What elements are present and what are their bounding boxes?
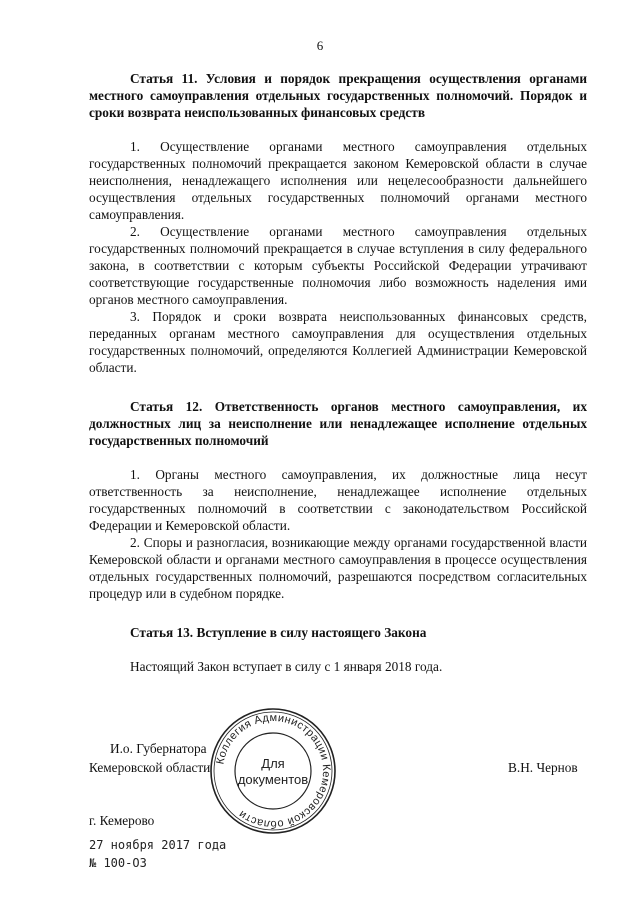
document-body <box>89 70 587 697</box>
signatory-position: И.о. Губернатора <box>110 741 207 756</box>
article-11 <box>89 70 587 376</box>
stamp-ring-text: Коллегия Администрации Кемеровской области <box>214 711 333 831</box>
article-12 <box>89 398 587 602</box>
article-paragraph: 2. Осуществление органами местного самоуправления отдельных государственных полномочий прекращается в случае вступления в силу федерального закона, в соответствии с которым субъекты Российской Федерации утрачивают соответствующие государственные полномочия либо возможность наделения ими органов местного самоуправления. <box>89 224 587 307</box>
registration-block <box>89 836 226 872</box>
article-13 <box>89 624 587 675</box>
law-number: № 100-ОЗ <box>89 856 147 870</box>
law-date: 27 ноября 2017 года <box>89 838 227 852</box>
article-title: Статья 12. Ответственность органов местного самоуправления, их должностных лиц за неисполнение или ненадлежащее исполнение отдельных государственных полномочий <box>89 399 587 448</box>
article-paragraph: 3. Порядок и сроки возврата неиспользованных финансовых средств, переданных органам местного самоуправления для осуществления отдельных государственных полномочий, определяются Коллегией Администрации Кемеровской области. <box>89 309 587 375</box>
signatory-region: Кемеровской области <box>89 760 211 775</box>
article-title: Статья 11. Условия и порядок прекращения осуществления органами местного самоуправления отдельных государственных полномочий. Порядок и сроки возврата неиспользованных финансовых средств <box>89 71 587 120</box>
signatory-name: В.Н. Чернов <box>508 760 578 775</box>
article-paragraph: 1. Осуществление органами местного самоуправления отдельных государственных полномочий прекращается законом Кемеровской области в случае неисполнения, ненадлежащего исполнения или нецелесообразности дальнейшего осуществления отдельных государственных полномочий органами местного самоуправления. <box>89 139 587 222</box>
article-paragraph: Настоящий Закон вступает в силу с 1 января 2018 года. <box>130 659 443 674</box>
article-paragraph: 1. Органы местного самоуправления, их должностные лица несут ответственность за неисполнение, ненадлежащее исполнение отдельных государственных полномочий в соответствии с законодательством Российской Федерации и Кемеровской области. <box>89 467 587 533</box>
official-stamp <box>207 705 339 837</box>
stamp-center-line1: Для <box>261 756 285 771</box>
city: г. Кемерово <box>89 813 155 828</box>
stamp-center-line2: документов <box>237 772 309 787</box>
article-paragraph: 2. Споры и разногласия, возникающие между органами государственной власти Кемеровской области и органами местного самоуправления в процессе осуществления отдельных государственных полномочий, разрешаются посредством согласительных процедур или в судебном порядке. <box>89 535 587 601</box>
page-number: 6 <box>316 38 324 53</box>
article-title: Статья 13. Вступление в силу настоящего Закона <box>130 625 427 640</box>
